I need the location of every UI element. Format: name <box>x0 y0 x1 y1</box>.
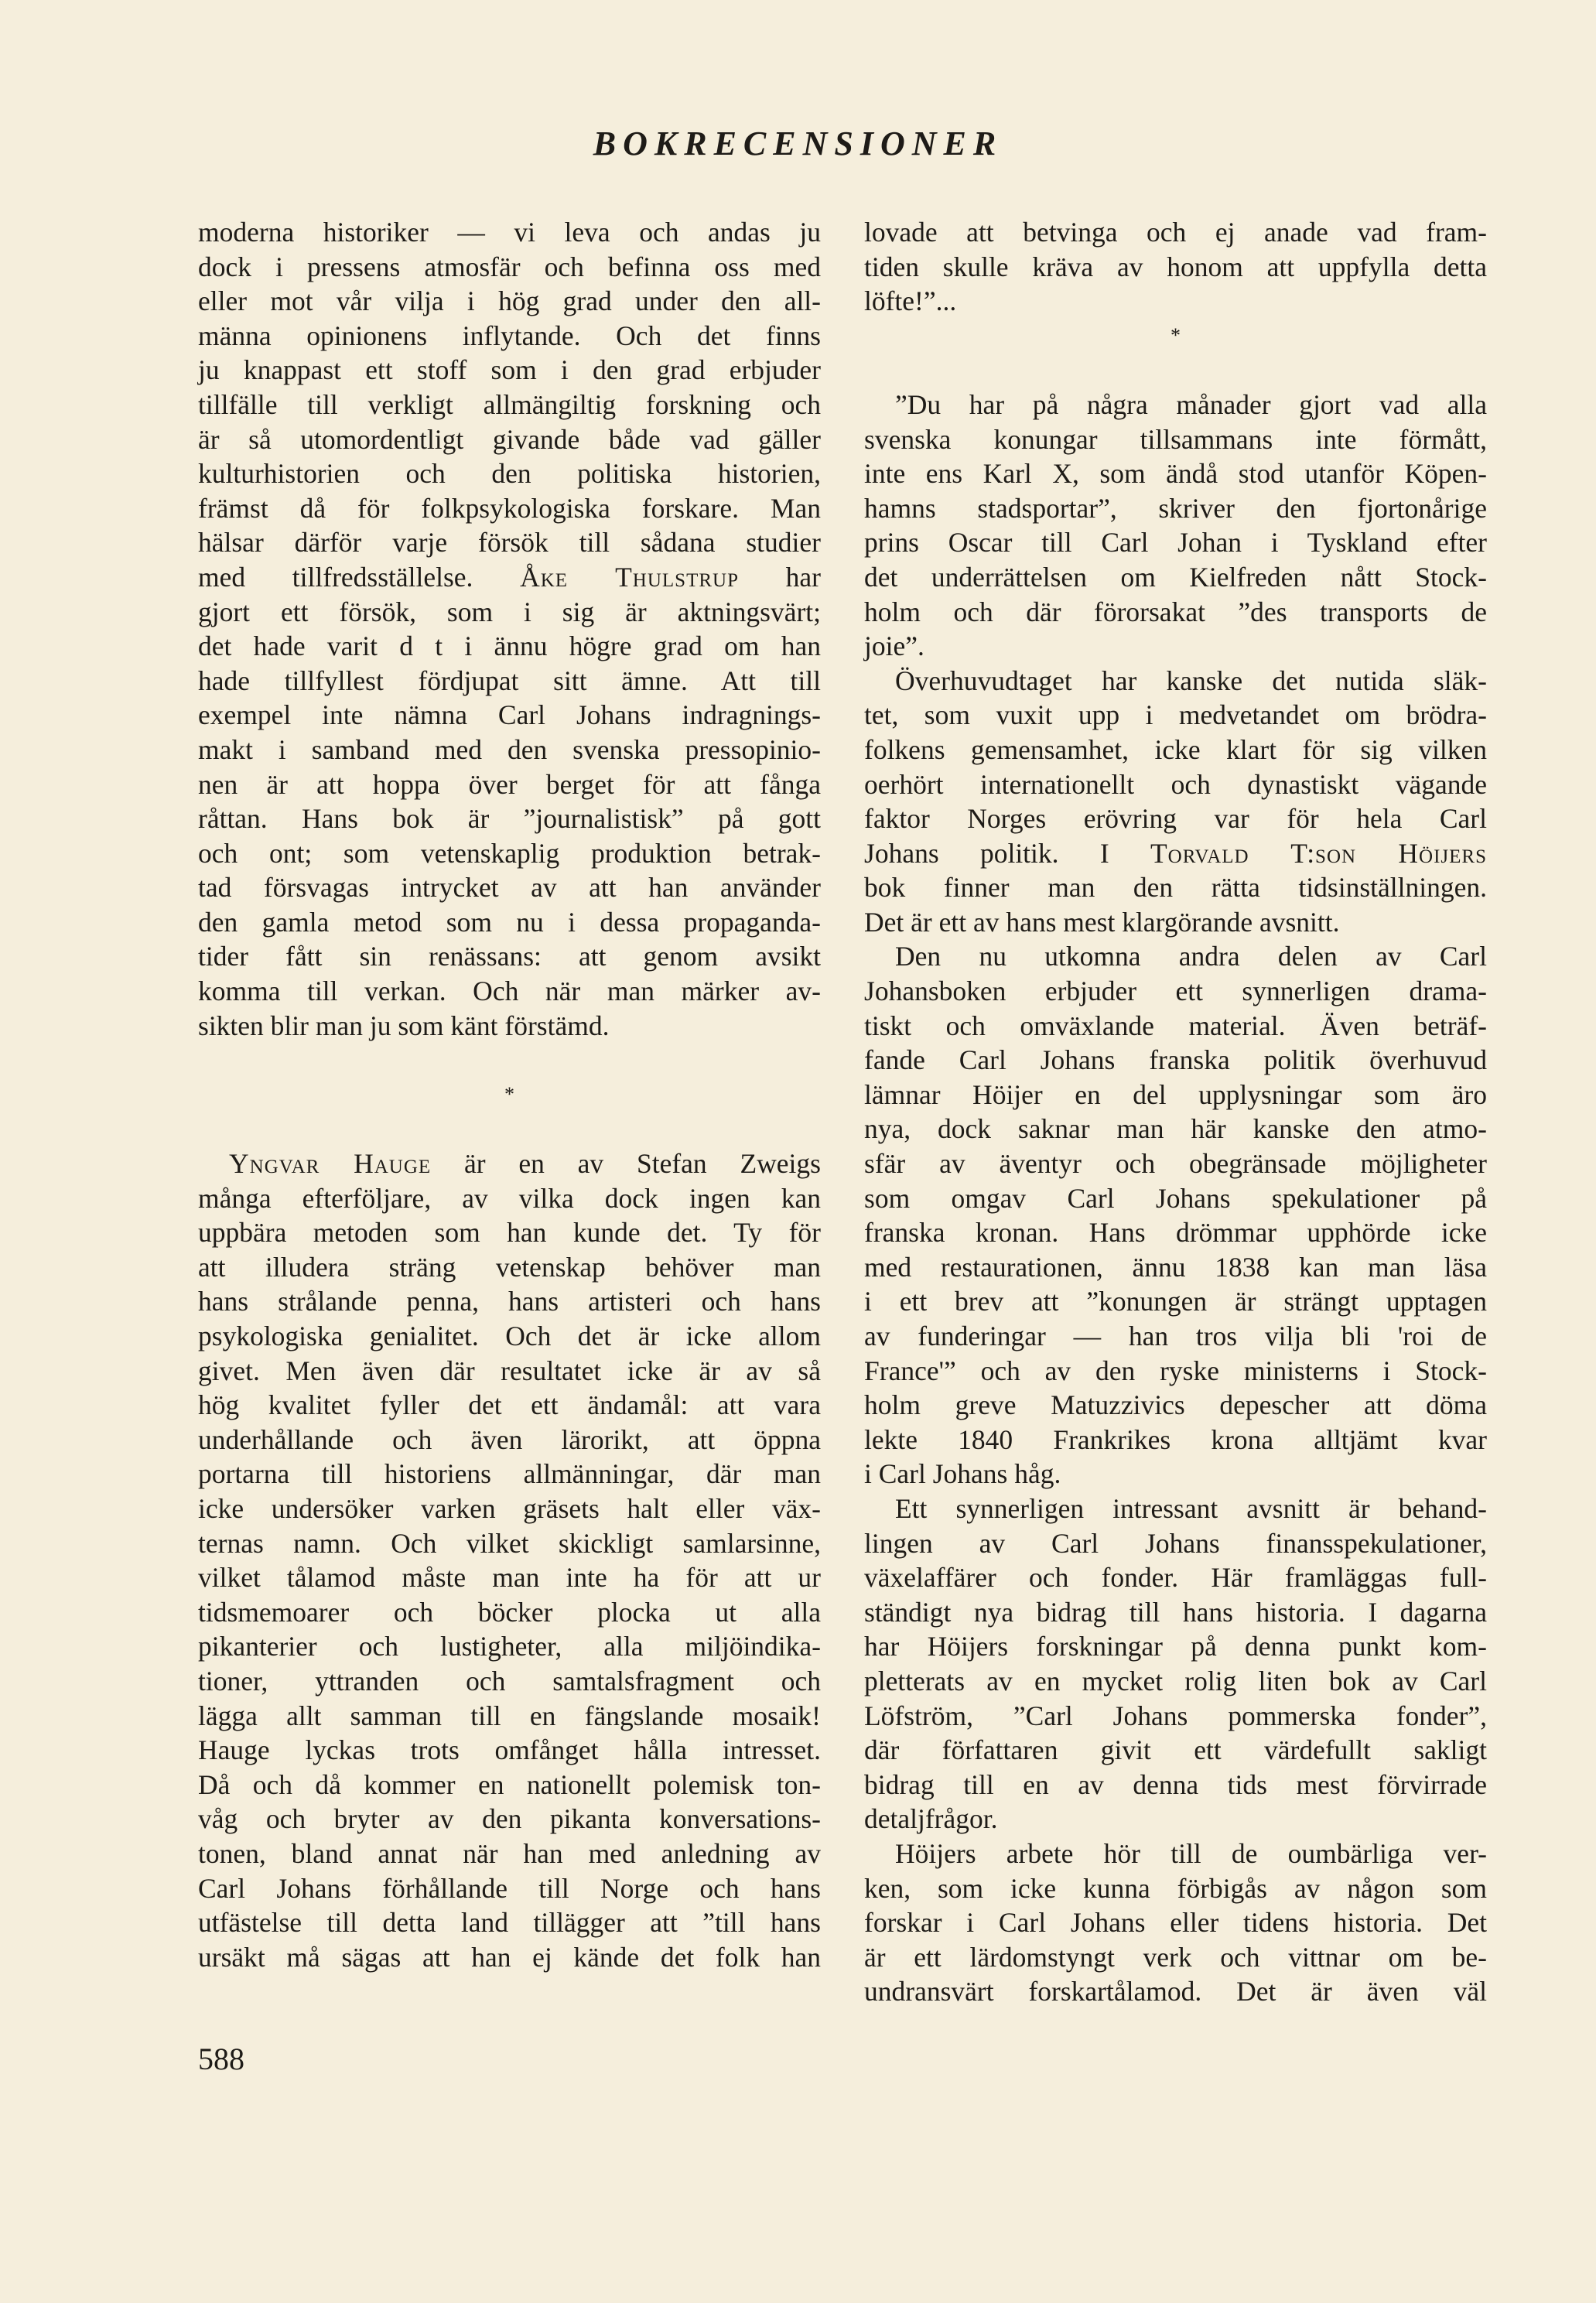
text-line: i ett brev att ”konungen är strängt upptagen <box>864 1286 1487 1317</box>
text-line: holm och där förorsakat ”des transports de <box>864 596 1487 627</box>
right-column <box>864 215 1487 2009</box>
paragraph-oscar-quote <box>864 388 1487 664</box>
text-line: det hade varit d t i ännu högre grad om han <box>198 630 821 662</box>
text-line: lekte 1840 Frankrikes krona alltjämt kvar <box>864 1423 1487 1455</box>
text-line: löfte!”... <box>864 285 957 317</box>
text-line: lingen av Carl Johans finansspekulationer, <box>864 1527 1487 1559</box>
text-line: nya, dock saknar man här kanske den atmo- <box>864 1113 1487 1145</box>
text-line: Carl Johans förhållande till Norge och hans <box>198 1872 821 1904</box>
text-line: hög kvalitet fyller det ett ändamål: att vara <box>198 1389 821 1421</box>
text-line: sikten blir man ju som känt förstämd. <box>198 1010 610 1041</box>
text-line: bidrag till en av denna tids mest förvirrade <box>864 1768 1487 1800</box>
text-line: av funderingar — han tros vilja bli 'roi de <box>864 1321 1487 1351</box>
text-line: utfästelse till detta land tillägger att ”till hans <box>198 1907 821 1939</box>
text-line: lämnar Höijer en del upplysningar som äro <box>864 1078 1487 1110</box>
text-line: inte ens Karl X, som ändå stod utanför Köpen- <box>864 458 1487 490</box>
text-line: där författaren givit ett värdefullt sakligt <box>864 1734 1487 1766</box>
text-line: männa opinionens inflytande. Och det finns <box>198 319 821 351</box>
text-line: eller mot vår vilja i hög grad under den all- <box>198 285 821 317</box>
text-line: Den nu utkomna andra delen av Carl <box>895 941 1487 972</box>
text-line: råttan. Hans bok är ”journalistisk” på gott <box>198 803 821 835</box>
text-line: hans strålande penna, hans artisteri och hans <box>198 1286 821 1317</box>
text-line: ständigt nya bidrag till hans historia. I dagarna <box>864 1596 1487 1628</box>
text-line: har Höijers forskningar på denna punkt kom- <box>864 1631 1487 1662</box>
text-line: Då och då kommer en nationellt polemisk ton- <box>198 1768 821 1800</box>
text-line: Hauge lyckas trots omfånget hålla intresset. <box>198 1734 821 1766</box>
text-line: tet, som vuxit upp i medvetandet om brödra- <box>864 699 1487 731</box>
text-line: Ett synnerligen intressant avsnitt är behand- <box>895 1492 1487 1524</box>
text-line: moderna historiker — vi leva och andas ju <box>198 217 821 248</box>
text-line: ursäkt må sägas att han ej kände det folk han <box>198 1941 821 1973</box>
text-line: som omgav Carl Johans spekulationer på <box>864 1182 1487 1214</box>
paragraph-norway-conquest <box>864 664 1487 940</box>
text-line: holm greve Matuzzivics depescher att döma <box>864 1389 1487 1421</box>
text-line: hälsar därför varje försök till sådana studier <box>198 527 821 559</box>
text-line: lovade att betvinga och ej anade vad fram- <box>864 217 1487 248</box>
text-line: vilket tålamod måste man inte ha för att ur <box>198 1562 821 1594</box>
text-line: Johans politik. I Torvald T:son Höijers <box>864 837 1487 869</box>
text-line: komma till verkan. Och när man märker av- <box>198 976 821 1007</box>
text-line: undransvärt forskartålamod. Det är även väl <box>864 1976 1487 2007</box>
text-line: givet. Men även där resultatet icke är av så <box>198 1355 821 1386</box>
text-line: makt i samband med den svenska pressopinio- <box>198 733 821 765</box>
text-line: hade tillfyllest fördjupat sitt ämne. Att till <box>198 665 821 696</box>
text-line: främst då för folkpsykologiska forskare. Man <box>198 492 821 524</box>
text-line: bok finner man den rätta tidsinställningen. <box>864 872 1487 904</box>
text-line: Johansboken erbjuder ett synnerligen drama- <box>864 976 1487 1007</box>
text-line: i Carl Johans håg. <box>864 1458 1061 1490</box>
text-line: många efterföljare, av vilka dock ingen kan <box>198 1182 821 1214</box>
text-line: joie”. <box>864 630 924 662</box>
text-line: tad försvagas intrycket av att han använder <box>198 872 821 904</box>
text-line: tillfälle till verkligt allmängiltig forskning och <box>198 388 821 420</box>
text-line: faktor Norges erövring var för hela Carl <box>864 803 1487 835</box>
running-header: BOKRECENSIONER <box>593 125 1003 162</box>
text-line: tiskt och omväxlande material. Även beträf- <box>864 1010 1487 1041</box>
text-line: forskar i Carl Johans eller tidens historia. Det <box>864 1907 1487 1939</box>
text-line: kulturhistorien och den politiska historien, <box>198 458 821 490</box>
text-line: är så utomordentligt givande både vad gäller <box>198 423 821 455</box>
text-line: den gamla metod som nu i dessa propaganda- <box>198 906 821 938</box>
paragraph-hauge-continued <box>864 215 1487 319</box>
text-line: fande Carl Johans franska politik överhuvud <box>864 1044 1487 1076</box>
text-line: hamns stadsportar”, skriver den fjortonårige <box>864 492 1487 524</box>
text-line: folkens gemensamhet, icke klart för sig vilken <box>864 733 1487 765</box>
text-line: pletterats av en mycket rolig liten bok av Carl <box>864 1665 1487 1696</box>
text-line: tiden skulle kräva av honom att uppfylla detta <box>864 251 1487 282</box>
text-line: ju knappast ett stoff som i den grad erbjuder <box>198 354 821 386</box>
text-line: Yngvar Hauge är en av Stefan Zweigs <box>229 1148 821 1180</box>
text-line: svenska konungar tillsammans inte förmått, <box>864 423 1487 455</box>
text-line: ken, som icke kunna förbigås av någon som <box>864 1872 1487 1904</box>
text-line: växelaffärer och fonder. Här framläggas full- <box>864 1562 1487 1594</box>
text-line: lägga allt samman till en fängslande mosaik! <box>198 1700 821 1731</box>
text-line: tider fått sin renässans: att genom avsikt <box>198 941 821 972</box>
left-column <box>198 215 821 1974</box>
text-line: uppbära metoden som han kunde det. Ty för <box>198 1217 821 1249</box>
text-line: France'” och av den ryske ministerns i Stock- <box>864 1355 1487 1386</box>
text-line: detaljfrågor. <box>864 1803 998 1835</box>
text-line: sfär av äventyr och obegränsade möjligheter <box>864 1148 1487 1180</box>
text-line: tonen, bland annat när han med anledning av <box>198 1837 821 1869</box>
text-line: att illudera sträng vetenskap behöver man <box>198 1251 821 1283</box>
text-line: det underrättelsen om Kielfreden nått Stock- <box>864 561 1487 593</box>
paragraph-hoijer-conclusion <box>864 1837 1487 2009</box>
text-line: Det är ett av hans mest klargörande avsnitt. <box>864 906 1340 938</box>
paragraph-finance-speculations <box>864 1491 1487 1837</box>
paragraph-thulstrup-review <box>198 215 821 1043</box>
text-line: ”Du har på några månader gjort vad alla <box>895 388 1487 420</box>
paragraph-hauge-review <box>198 1146 821 1974</box>
text-line: Höijers arbete hör till de oumbärliga ver- <box>895 1837 1487 1869</box>
text-line: portarna till historiens allmänningar, där man <box>198 1458 821 1490</box>
text-line: är ett lärdomstyngt verk och vittnar om be- <box>864 1941 1487 1973</box>
text-line: underhållande och även lärorikt, att öppna <box>198 1423 821 1455</box>
text-line: exempel inte nämna Carl Johans indragnings- <box>198 699 821 731</box>
text-line: psykologiska genialitet. Och det är icke allom <box>198 1321 821 1351</box>
text-line: pikanterier och lustigheter, alla miljöindika- <box>198 1631 821 1662</box>
text-line: prins Oscar till Carl Johan i Tyskland efter <box>864 527 1487 559</box>
text-line: Överhuvudtaget har kanske det nutida släk- <box>895 665 1487 696</box>
text-line: dock i pressens atmosfär och befinna oss med <box>198 251 821 282</box>
section-separator: * <box>504 1082 514 1105</box>
text-line: med restaurationen, ännu 1838 kan man läsa <box>864 1251 1487 1283</box>
text-line: tidsmemoarer och böcker plocka ut alla <box>198 1596 821 1628</box>
text-line: och ont; som vetenskaplig produktion betrak- <box>198 837 821 869</box>
paragraph-second-volume <box>864 939 1487 1491</box>
text-line: med tillfredsställelse. Åke Thulstrup har <box>198 561 821 593</box>
page-number: 588 <box>198 2042 244 2076</box>
text-line: icke undersöker varken gräsets halt eller väx- <box>198 1492 821 1524</box>
text-line: franska kronan. Hans drömmar upphörde icke <box>864 1217 1487 1249</box>
text-line: nen är att hoppa över berget för att fånga <box>198 768 821 800</box>
text-line: Löfström, ”Carl Johans pommerska fonder”, <box>864 1700 1487 1731</box>
text-line: tioner, yttranden och samtalsfragment och <box>198 1665 821 1696</box>
section-separator: * <box>1171 323 1181 347</box>
text-line: gjort ett försök, som i sig är aktningsvärt; <box>198 596 821 627</box>
text-line: våg och bryter av den pikanta konversations- <box>198 1803 821 1835</box>
text-line: oerhört internationellt och dynastiskt vägande <box>864 768 1487 800</box>
text-line: ternas namn. Och vilket skickligt samlarsinne, <box>198 1527 821 1559</box>
